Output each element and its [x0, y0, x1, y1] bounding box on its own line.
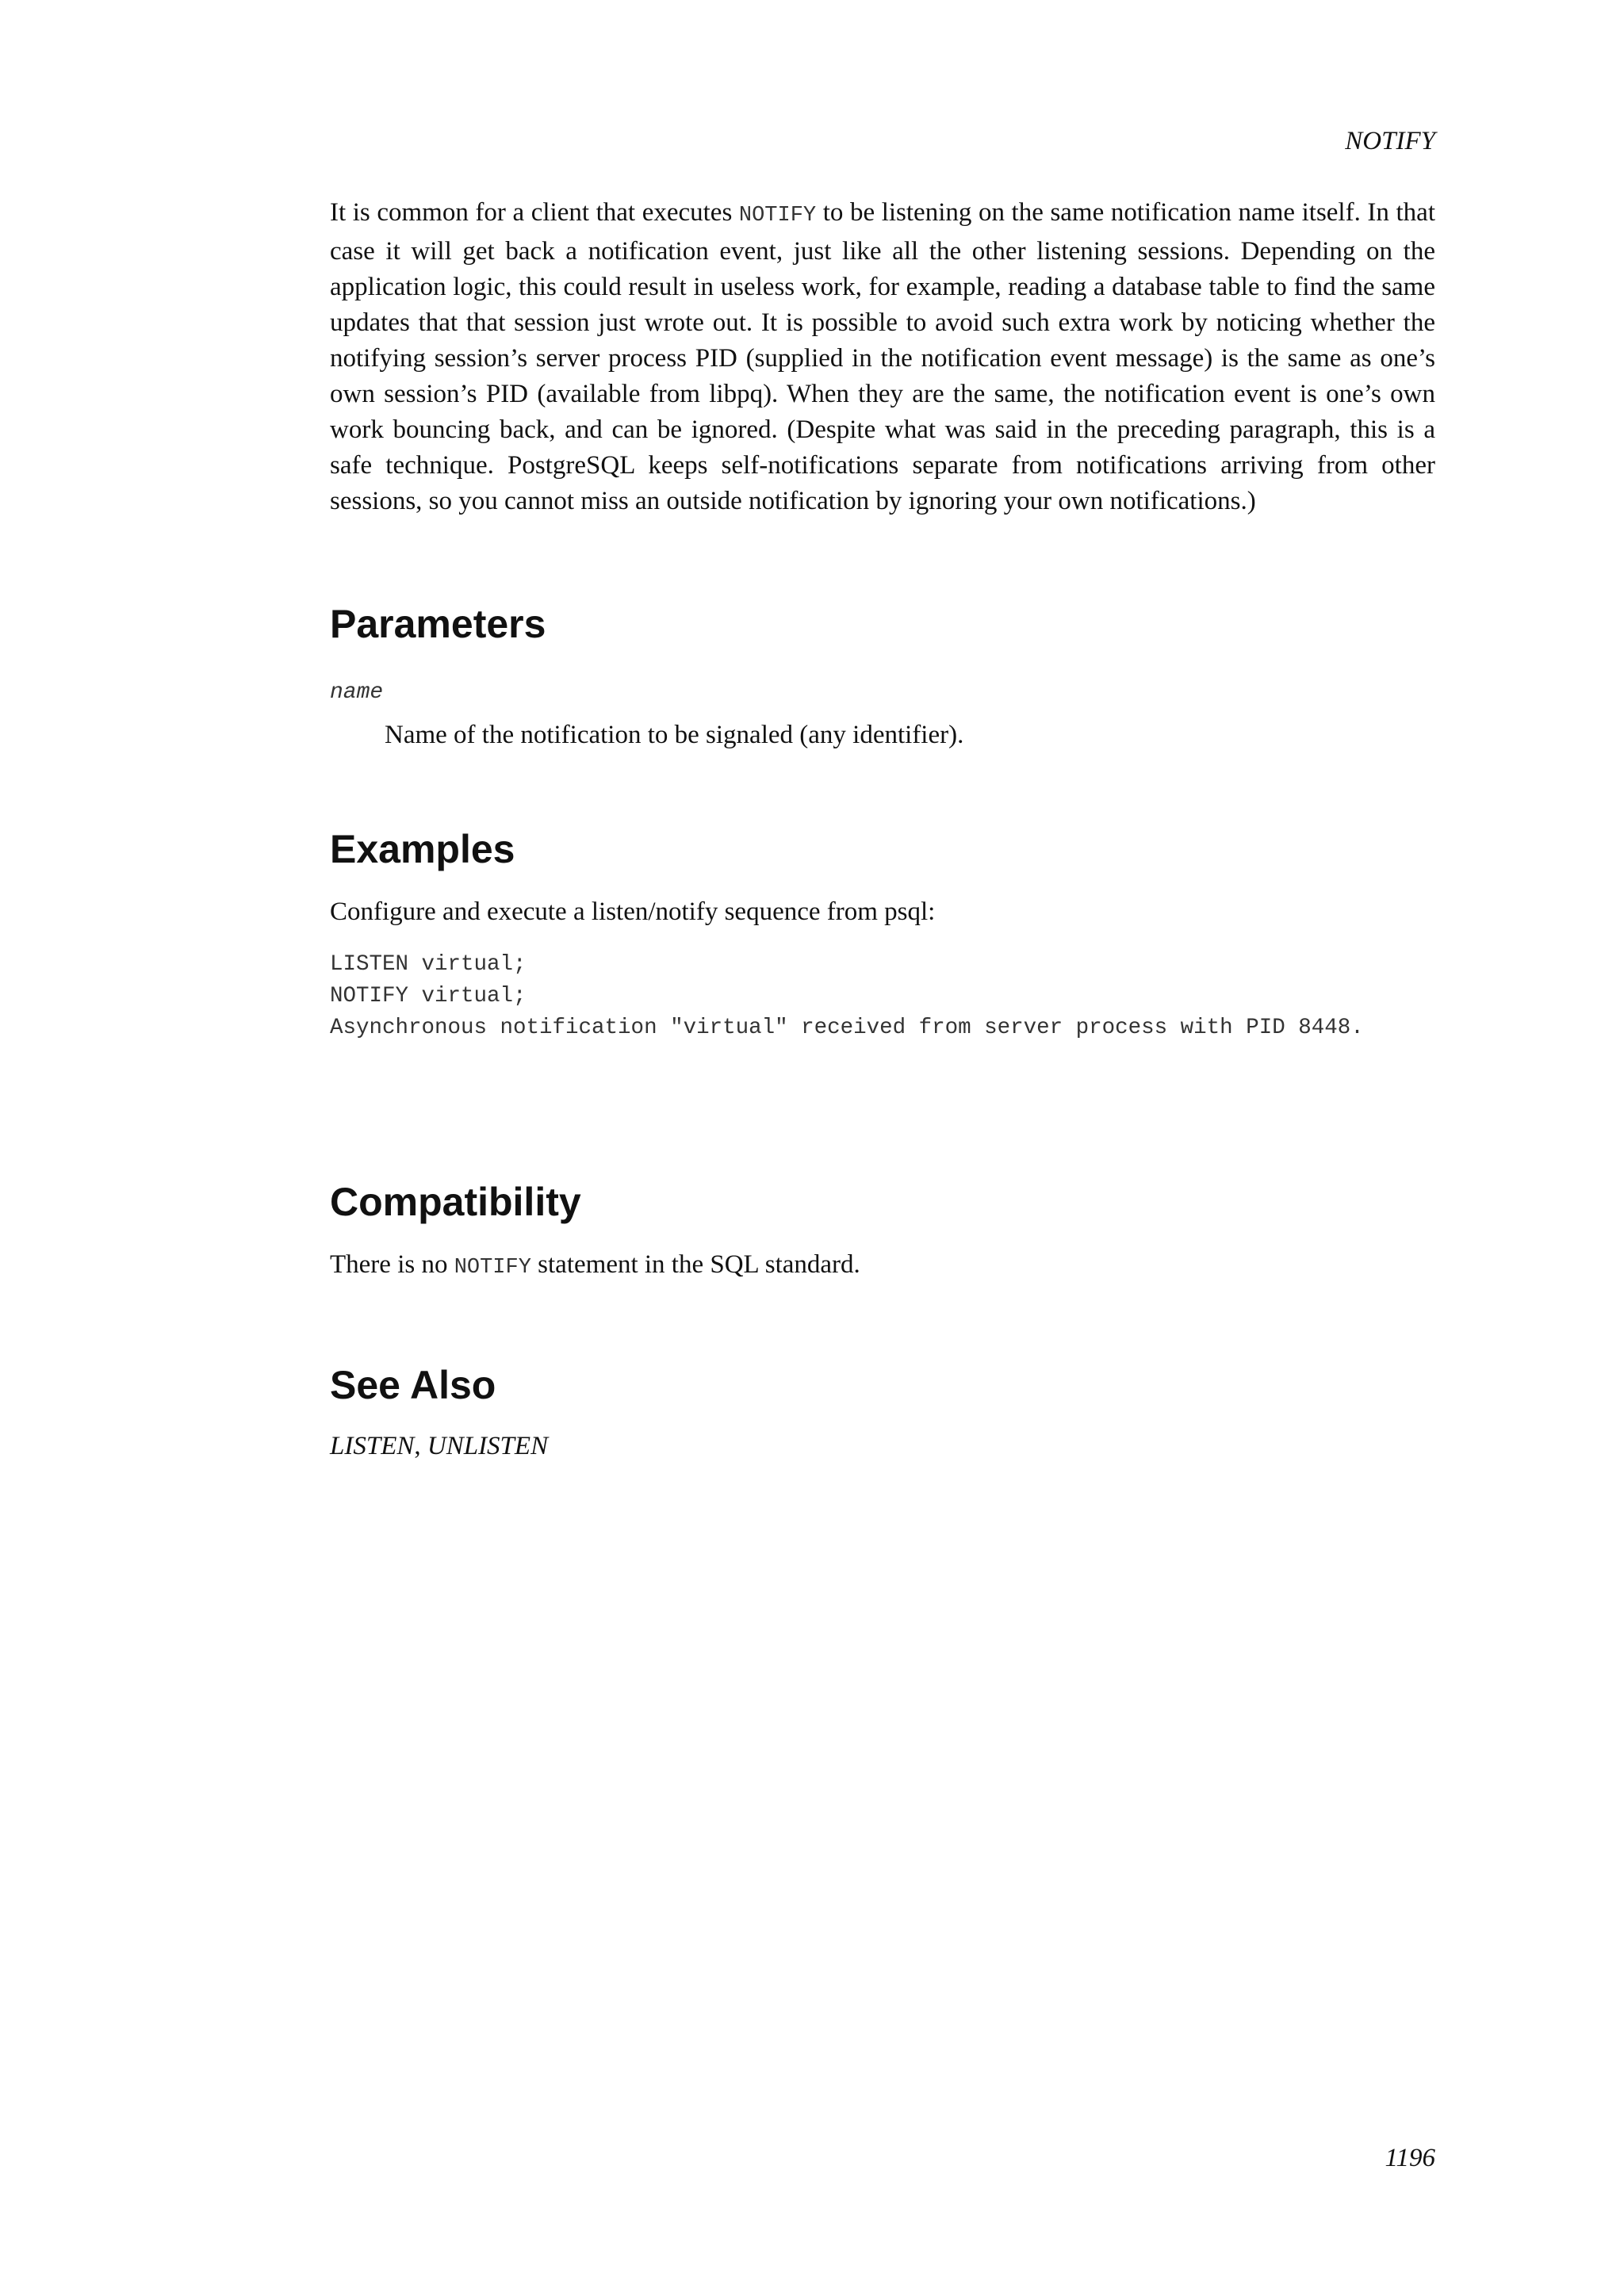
- link-separator: ,: [414, 1432, 427, 1460]
- parameters-heading: Parameters: [330, 602, 546, 646]
- example-code-block: LISTEN virtual; NOTIFY virtual; Asynchronous notification "virtual" received from server process with PID 8448.: [330, 952, 1364, 1040]
- see-also-heading: See Also: [330, 1363, 496, 1407]
- intro-text-rest: to be listening on the same notification name itself. In that case it will get back a notification event, just like all the other listening sessions. Depending on the application logic, this could result in useless work, for example, reading a database table to find the same updates that that session just wrote out. It is possible to avoid such extra work by noticing whether the notifying session’s server process PID (supplied in the notification event message) is the same as one’s own session’s PID (available from libpq). When they are the same, the notification event is one’s own work bouncing back, and can be ignored. (Despite what was said in the preceding paragraph, this is a safe technique. PostgreSQL keeps self-notifications separate from notifications arriving from other sessions, so you cannot miss an outside notification by ignoring your own notifications.): [330, 198, 1435, 515]
- compatibility-paragraph: [330, 1247, 1435, 1286]
- link-unlisten[interactable]: UNLISTEN: [427, 1432, 549, 1460]
- compat-text-rest: statement in the SQL standard.: [530, 1250, 860, 1279]
- inline-code-notify: NOTIFY: [738, 204, 817, 228]
- running-header: NOTIFY: [1345, 127, 1435, 155]
- inline-code-notify-compat: NOTIFY: [454, 1256, 531, 1280]
- compatibility-heading: Compatibility: [330, 1180, 581, 1224]
- parameter-term: name: [330, 680, 384, 705]
- intro-paragraph: [330, 195, 1435, 519]
- see-also-links: [330, 1429, 1435, 1464]
- examples-intro: Configure and execute a listen/notify sequence from psql:: [330, 897, 936, 926]
- compat-text-start: There is no: [330, 1250, 454, 1279]
- parameter-definition: Name of the notification to be signaled (any identifier).: [385, 721, 964, 749]
- link-listen[interactable]: LISTEN: [330, 1432, 415, 1460]
- intro-text-start: It is common for a client that executes: [330, 198, 739, 227]
- page-content: [330, 195, 1435, 1464]
- examples-heading: Examples: [330, 827, 515, 871]
- page-number: 1196: [1385, 2144, 1435, 2172]
